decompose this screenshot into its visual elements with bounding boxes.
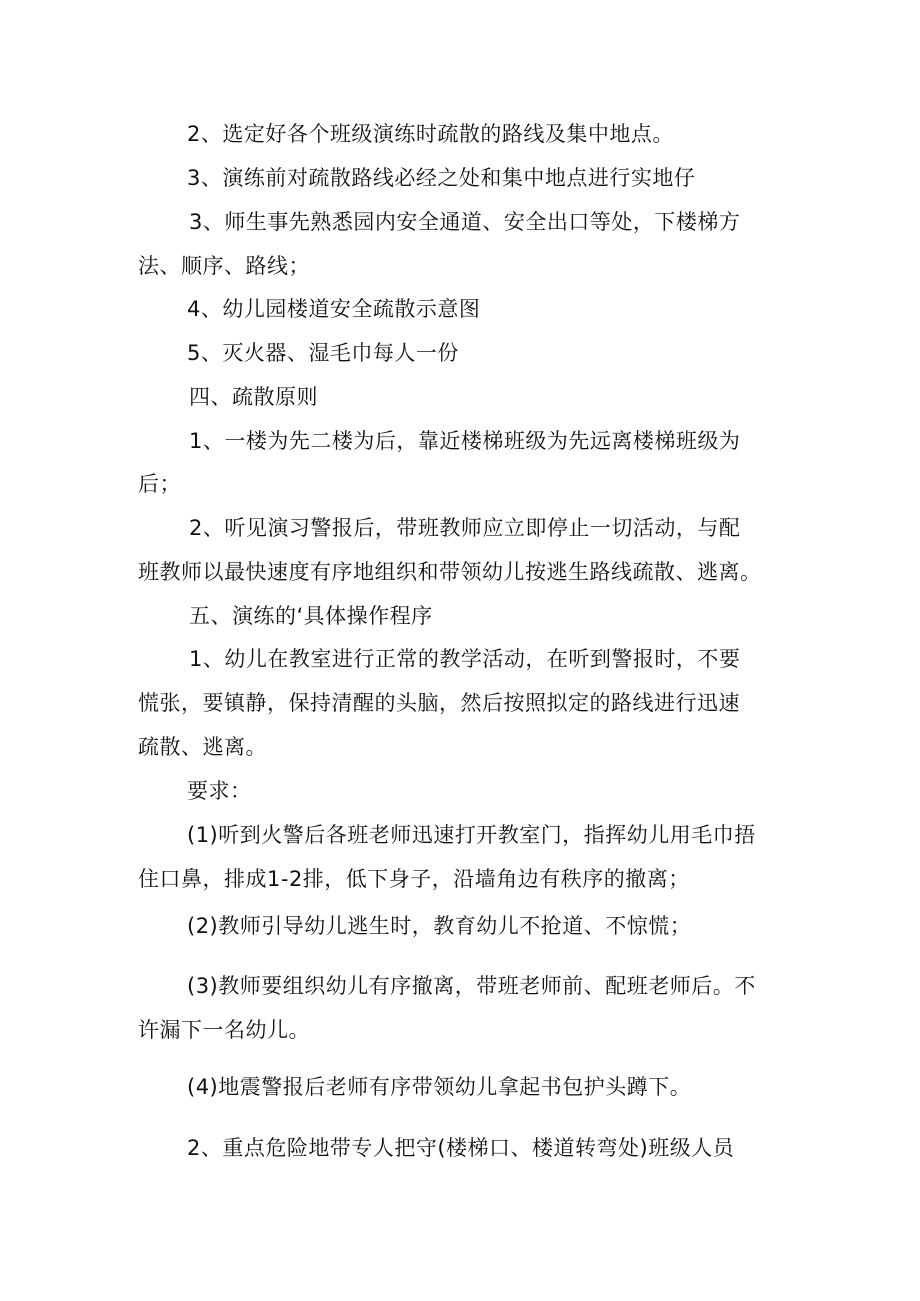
text-line: 2、选定好各个班级演练时疏散的路线及集中地点。 [187,122,674,146]
text-line: 班教师以最快速度有序地组织和带领幼儿按逃生路线疏散、逃离。 [138,560,762,584]
text-line: 2、听见演习警报后，带班教师应立即停止一切活动，与配 [189,516,741,540]
text-line: 1、幼儿在教室进行正常的教学活动，在听到警报时，不要 [189,647,741,671]
text-line: 后； [138,472,181,496]
text-line: 要求： [187,779,252,803]
section-heading: 五、演练的‘具体操作程序 [189,604,433,628]
text-line: 1、一楼为先二楼为后，靠近楼梯班级为先远离楼梯班级为 [189,429,741,453]
text-line: (3)教师要组织幼儿有序撤离，带班老师前、配班老师后。不 [187,974,756,998]
text-line: 2、重点危险地带专人把守(楼梯口、楼道转弯处)班级人员 [187,1136,735,1160]
text-line: 法、顺序、路线； [138,254,310,278]
text-line: (2)教师引导幼儿逃生时，教育幼儿不抢道、不惊慌； [187,914,692,938]
text-line: 许漏下一名幼儿。 [138,1018,310,1042]
text-line: 3、师生事先熟悉园内安全通道、安全出口等处，下楼梯方 [189,210,741,234]
section-heading: 四、疏散原则 [189,385,318,409]
text-line: 5、灭火器、湿毛巾每人一份 [187,341,459,365]
text-line: (4)地震警报后老师有序带领幼儿拿起书包护头蹲下。 [187,1075,692,1099]
text-line: 4、幼儿园楼道安全疏散示意图 [187,297,481,321]
text-line: 疏散、逃离。 [138,735,267,759]
text-line: (1)听到火警后各班老师迅速打开教室门，指挥幼儿用毛巾捂 [187,823,756,847]
text-line: 慌张，要镇静，保持清醒的头脑，然后按照拟定的路线进行迅速 [138,691,740,715]
text-line: 3、演练前对疏散路线必经之处和集中地点进行实地仔 [187,166,696,190]
text-line: 住口鼻，排成1-2排，低下身子，沿墙角边有秩序的撤离； [138,867,690,891]
